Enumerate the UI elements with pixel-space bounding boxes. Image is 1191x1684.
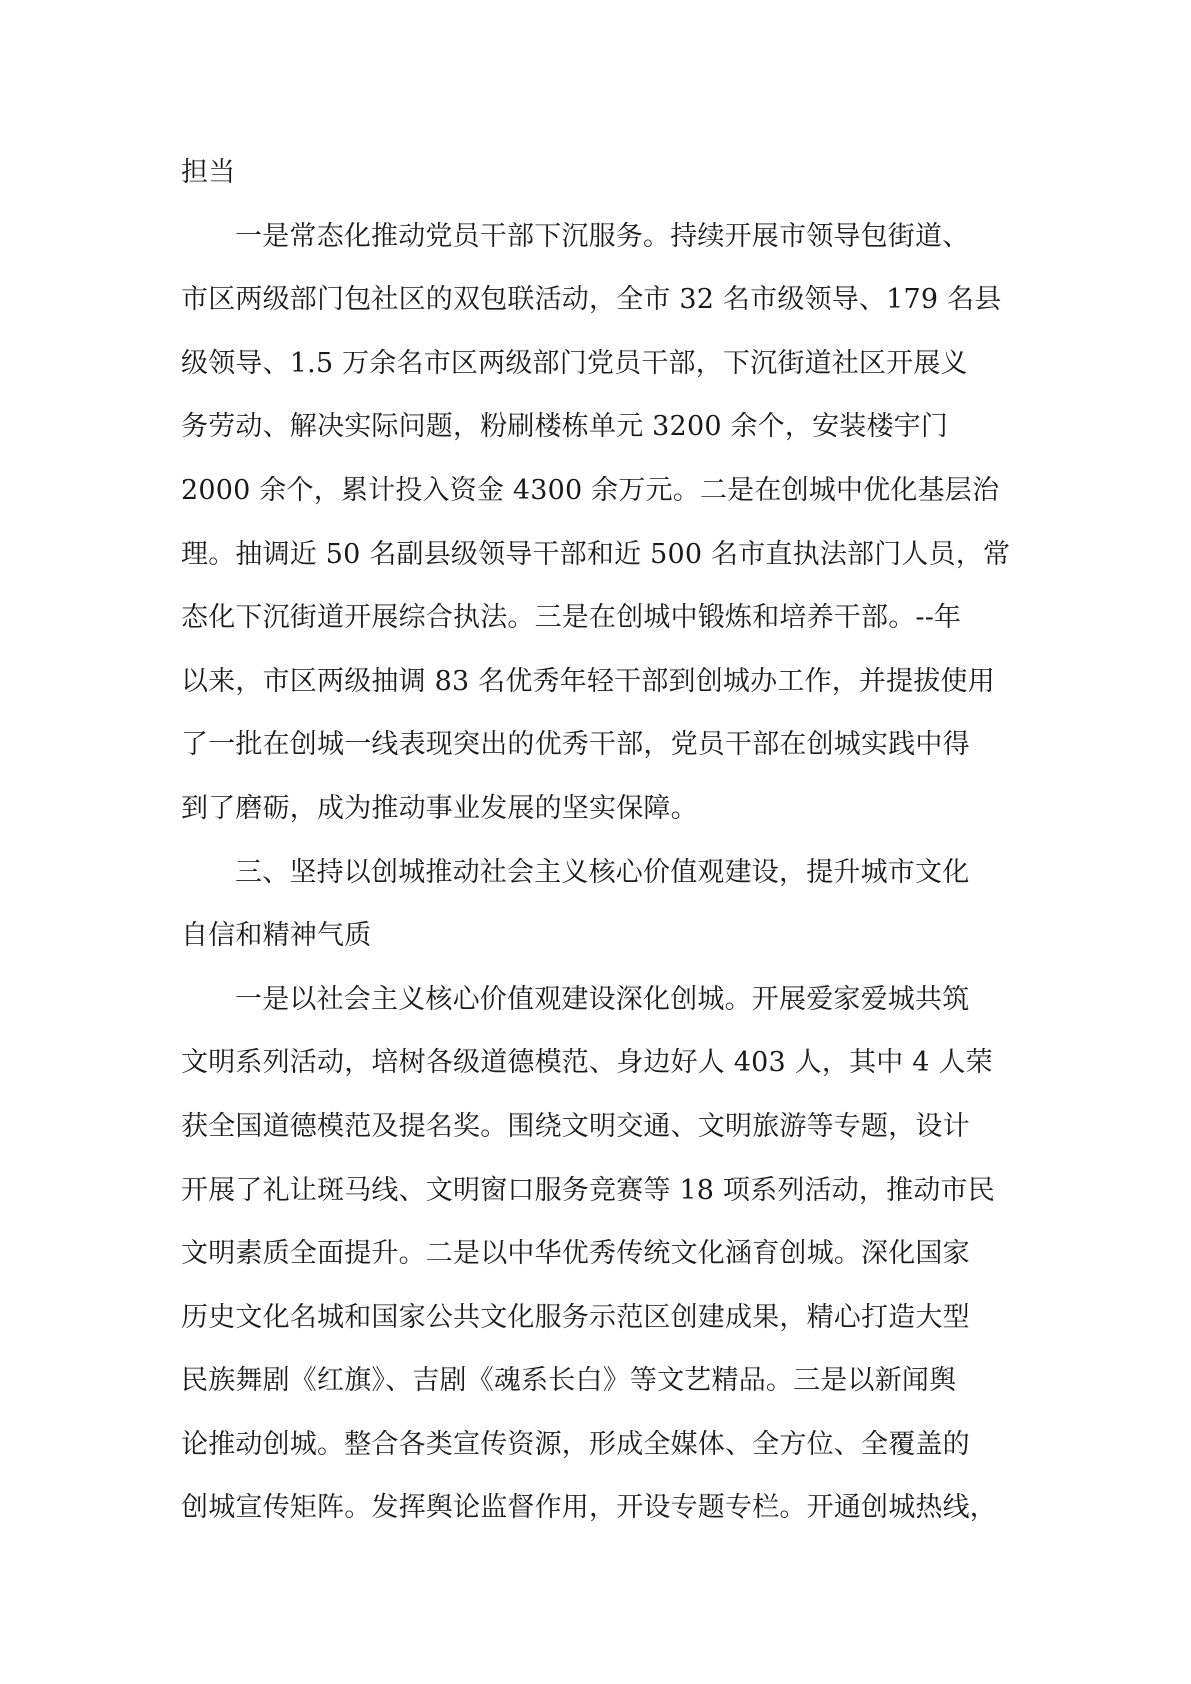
text-line: 担当 <box>181 157 236 188</box>
text-line: 态化下沉街道开展综合执法。三是在创城中锻炼和培养干部。--年 <box>181 602 962 634</box>
section-heading-line: 自信和精神气质 <box>181 920 372 952</box>
text-line: 民族舞剧《红旗》、吉剧《魂系长白》等文艺精品。三是以新闻舆 <box>181 1365 957 1397</box>
paragraph-start-line: 一是以社会主义核心价值观建设深化创城。开展爱家爱城共筑 <box>235 983 970 1015</box>
text-line: 级领导、1.5 万余名市区两级部门党员干部，下沉街道社区开展义 <box>181 347 968 379</box>
text-line: 理。抽调近 50 名副县级领导干部和近 500 名市直执法部门人员，常 <box>181 538 1011 570</box>
text-line: 2000 余个，累计投入资金 4300 余万元。二是在创城中优化基层治 <box>181 474 1000 506</box>
document-body <box>181 141 1011 1540</box>
text-line: 到了磨砺，成为推动事业发展的坚实保障。 <box>181 792 698 824</box>
text-line: 开展了礼让斑马线、文明窗口服务竞赛等 18 项系列活动，推动市民 <box>181 1174 995 1206</box>
text-line: 论推动创城。整合各类宣传资源，形成全媒体、全方位、全覆盖的 <box>181 1428 970 1460</box>
text-line: 务劳动、解决实际问题，粉刷楼栋单元 3200 余个，安装楼宇门 <box>181 411 949 443</box>
paragraph-start-line: 一是常态化推动党员干部下沉服务。持续开展市领导包街道、 <box>235 220 970 252</box>
text-line: 文明系列活动，培树各级道德模范、身边好人 403 人，其中 4 人荣 <box>181 1047 993 1079</box>
text-line: 以来，市区两级抽调 83 名优秀年轻干部到创城办工作，并提拔使用 <box>181 665 995 697</box>
text-line: 了一批在创城一线表现突出的优秀干部，党员干部在创城实践中得 <box>181 729 970 761</box>
text-line: 市区两级部门包社区的双包联活动，全市 32 名市级领导、179 名县 <box>181 284 1002 316</box>
text-line: 文明素质全面提升。二是以中华优秀传统文化涵育创城。深化国家 <box>181 1238 970 1270</box>
text-line: 获全国道德模范及提名奖。围绕文明交通、文明旅游等专题，设计 <box>181 1110 970 1142</box>
text-line: 历史文化名城和国家公共文化服务示范区创建成果，精心打造大型 <box>181 1301 970 1333</box>
text-line: 创城宣传矩阵。发挥舆论监督作用，开设专题专栏。开通创城热线， <box>181 1492 997 1524</box>
section-heading-line: 三、坚持以创城推动社会主义核心价值观建设，提升城市文化 <box>235 856 970 888</box>
